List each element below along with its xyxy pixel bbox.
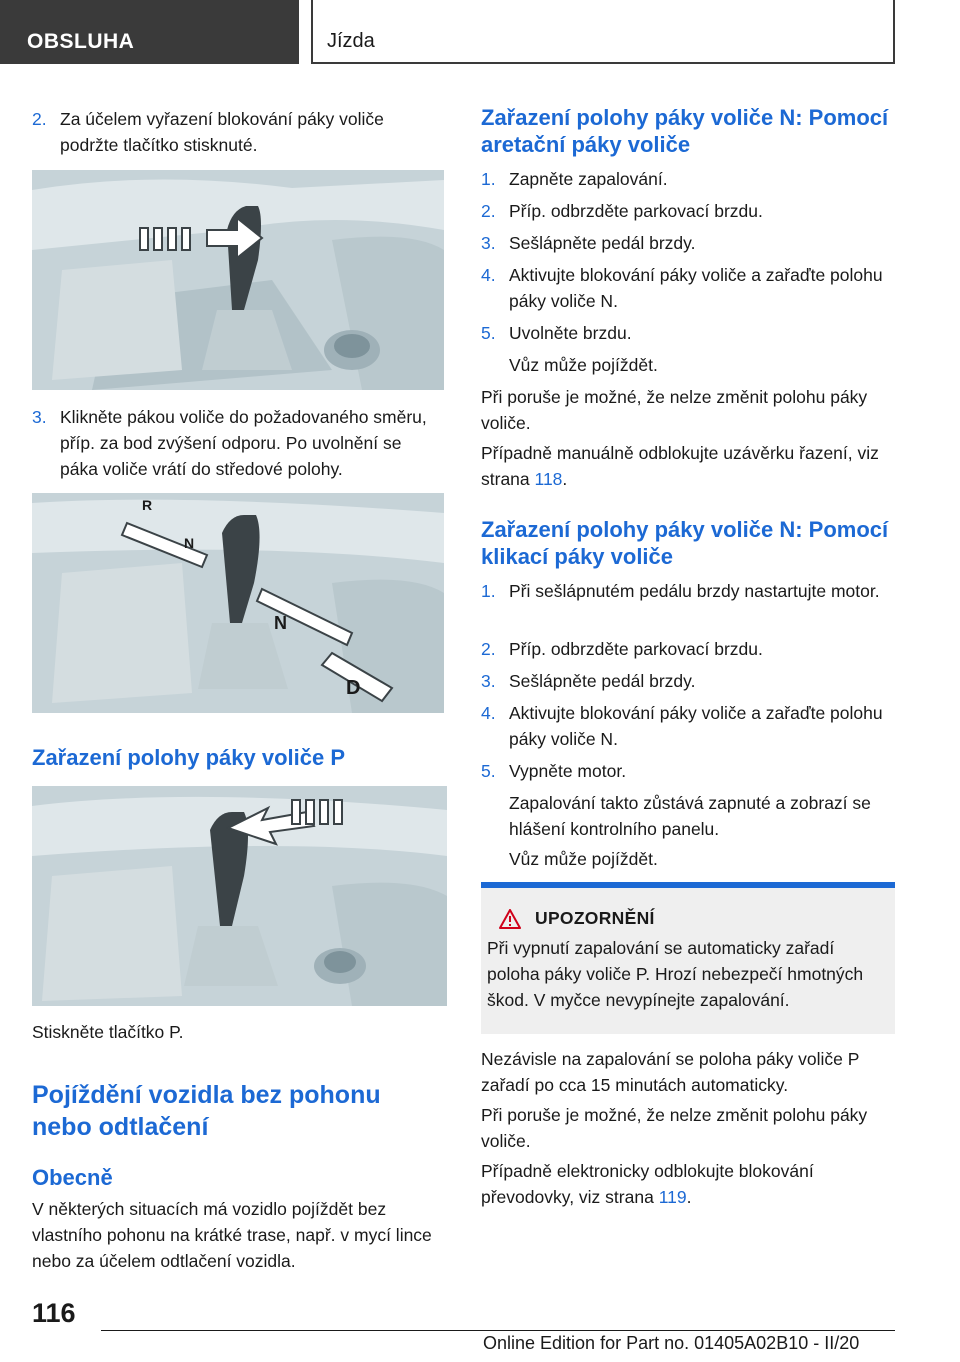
step-number: 5. bbox=[481, 761, 496, 781]
right-a-step-2 bbox=[481, 198, 895, 224]
step-text: Sešlápněte pedál brzdy. bbox=[509, 233, 696, 253]
heading-general: Obecně bbox=[32, 1165, 113, 1190]
footer-divider bbox=[101, 1330, 895, 1331]
right-a-step-4 bbox=[481, 262, 895, 314]
step-number: 1. bbox=[481, 169, 496, 189]
figure-p-button bbox=[32, 786, 447, 1006]
heading-roll-without-drive: Pojíždění vozidla bez pohonu nebo odtlačení bbox=[32, 1081, 381, 1141]
fault-text-2: Při poruše je možné, že nelze změnit polohu páky voliče. bbox=[481, 1105, 868, 1151]
step-text: Vypněte motor. bbox=[509, 761, 627, 781]
right-b-step-4 bbox=[481, 700, 895, 752]
p-button-illustration bbox=[32, 786, 447, 1006]
page-link-118[interactable]: 118 bbox=[534, 469, 563, 489]
heading-selector-n-click: Zařazení polohy páky voliče N: Pomocí klikací páky voliče bbox=[481, 517, 889, 569]
step-text: Aktivujte blokování páky voliče a zařaďte polohu páky voliče N. bbox=[509, 703, 883, 749]
step-number: 1. bbox=[481, 581, 496, 601]
gear-lever-illustration bbox=[32, 170, 444, 390]
fault-text: Při poruše je možné, že nelze změnit polohu páky voliče. bbox=[481, 387, 868, 433]
step-text: Při sešlápnutém pedálu brzdy nastartujte motor. bbox=[509, 581, 880, 601]
left-step-2 bbox=[32, 106, 444, 158]
left-step-3 bbox=[32, 404, 444, 482]
step-number: 2. bbox=[32, 109, 47, 129]
step-text: Uvolněte brzdu. bbox=[509, 323, 632, 343]
figure-lever-directions bbox=[32, 493, 444, 713]
electronic-unlock-sentence: Případně elektronicky odblokujte blokování převodovky, viz strana bbox=[481, 1161, 814, 1207]
warning-title: UPOZORNĚNÍ bbox=[535, 908, 655, 928]
electronic-unlock-text: Případně elektronicky odblokujte blokování převodovky, viz strana 119. bbox=[481, 1161, 814, 1207]
heading-selector-p: Zařazení polohy páky voliče P bbox=[32, 745, 345, 770]
step-number: 3. bbox=[32, 407, 47, 427]
warning-body: Při vypnutí zapalování se automaticky zařadí poloha páky voliče P. Hrozí nebezpečí hmotných škod. V myčce nevypínejte zapalování. bbox=[487, 938, 864, 1010]
right-b-step-2 bbox=[481, 636, 895, 662]
direction-label-r: R bbox=[142, 497, 153, 513]
page-number: 116 bbox=[32, 1298, 76, 1328]
step-text: Zapněte zapalování. bbox=[509, 169, 668, 189]
direction-label-n-top: N bbox=[184, 535, 195, 551]
manual-unlock-text: Případně manuálně odblokujte uzávěrku řazení, viz strana 118. bbox=[481, 443, 879, 489]
step-text: Aktivujte blokování páky voliče a zařaďte polohu páky voliče N. bbox=[509, 265, 883, 311]
warning-box bbox=[481, 882, 895, 1034]
direction-label-d: D bbox=[346, 677, 361, 699]
right-a-step-1 bbox=[481, 166, 895, 192]
warning-header bbox=[499, 908, 887, 929]
step-5b-result-2: Vůz může pojíždět. bbox=[509, 849, 658, 869]
step-text: Příp. odbrzděte parkovací brzdu. bbox=[509, 201, 763, 221]
gear-lever-directions-illustration bbox=[32, 493, 444, 713]
warning-triangle-icon bbox=[499, 909, 521, 929]
step-number: 4. bbox=[481, 703, 496, 723]
page-link-119[interactable]: 119 bbox=[658, 1187, 687, 1207]
step-text: Příp. odbrzděte parkovací brzdu. bbox=[509, 639, 763, 659]
step-5b-result-1: Zapalování takto zůstává zapnuté a zobrazí se hlášení kontrolního panelu. bbox=[509, 793, 871, 839]
header-section-title: Jízda bbox=[311, 0, 895, 64]
step-number: 2. bbox=[481, 639, 496, 659]
right-a-step-3 bbox=[481, 230, 895, 256]
press-p-text: Stiskněte tlačítko P. bbox=[32, 1022, 184, 1042]
step-text: Za účelem vyřazení blokování páky voliče podržte tlačítko stisknuté. bbox=[60, 109, 384, 155]
step-number: 3. bbox=[481, 233, 496, 253]
step-text: Klikněte pákou voliče do požadovaného směru, příp. za bod zvýšení odporu. Po uvolnění se páka voliče vrátí do středové polohy. bbox=[60, 407, 427, 479]
step-5a-result: Vůz může pojíždět. bbox=[509, 355, 658, 375]
right-a-step-5 bbox=[481, 320, 895, 346]
footer-edition: Online Edition for Part no. 01405A02B10 - II/20 bbox=[483, 1333, 860, 1353]
step-number: 4. bbox=[481, 265, 496, 285]
heading-selector-n-lock: Zařazení polohy páky voliče N: Pomocí aretační páky voliče bbox=[481, 105, 889, 157]
right-b-step-1 bbox=[481, 578, 895, 604]
manual-unlock-sentence: Případně manuálně odblokujte uzávěrku řazení, viz strana bbox=[481, 443, 879, 489]
step-number: 5. bbox=[481, 323, 496, 343]
general-text: V některých situacích má vozidlo pojíždět bez vlastního pohonu na krátké trase, např. v mycí lince nebo za účelem odtlačení vozidla. bbox=[32, 1199, 432, 1271]
step-number: 3. bbox=[481, 671, 496, 691]
figure-selector-button bbox=[32, 170, 444, 390]
header-tab: OBSLUHA bbox=[0, 0, 299, 64]
step-text: Sešlápněte pedál brzdy. bbox=[509, 671, 696, 691]
step-number: 2. bbox=[481, 201, 496, 221]
right-b-step-3 bbox=[481, 668, 895, 694]
direction-label-n-bottom: N bbox=[274, 613, 287, 633]
right-b-step-5 bbox=[481, 758, 895, 784]
auto-p-text: Nezávisle na zapalování se poloha páky voliče P zařadí po cca 15 minutách automaticky. bbox=[481, 1049, 860, 1095]
